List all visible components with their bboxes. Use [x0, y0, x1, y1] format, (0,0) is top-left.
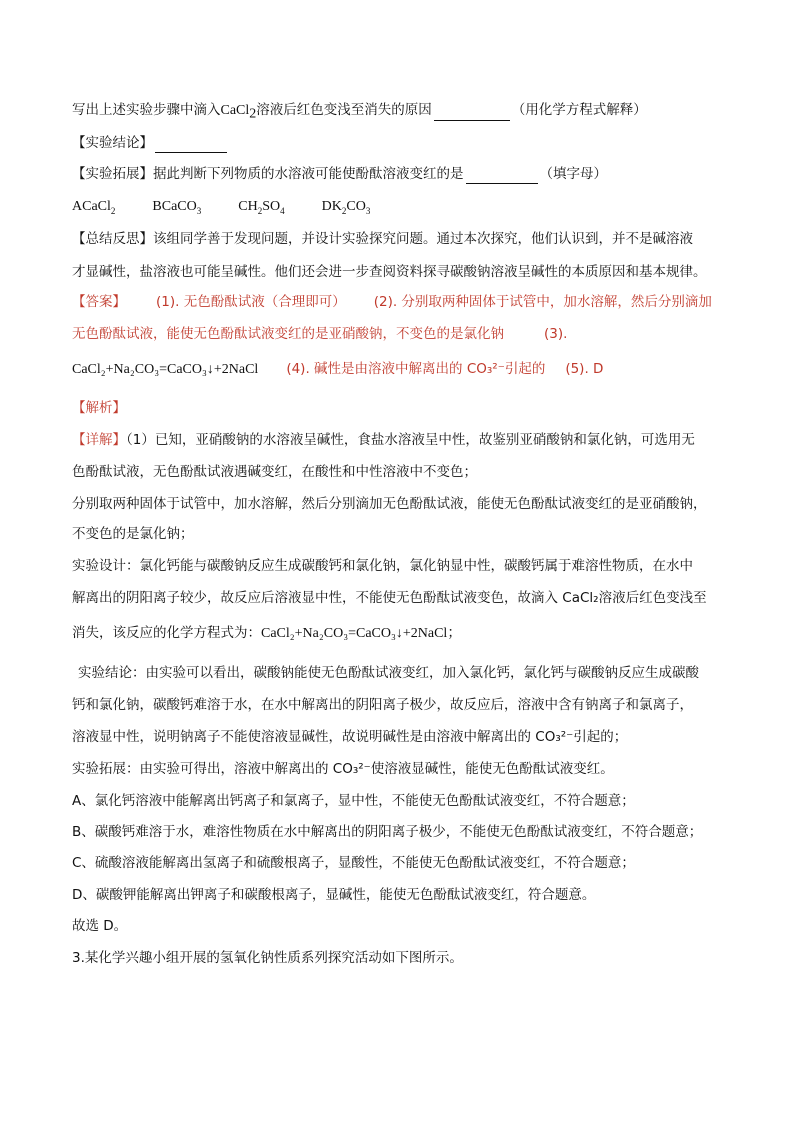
section-label: 【详解】: [72, 432, 126, 448]
answer-5: (5). D: [565, 361, 604, 377]
detail-line-8: [72, 663, 699, 683]
answer-4: (4). 碱性是由溶液中解离出的 CO₃²⁻引起的: [286, 361, 546, 377]
equation: CaCl₂+Na₂CO₃=CaCO₃↓+2NaCl；: [261, 626, 462, 641]
detail-line-10: 溶液显中性，说明钠离子不能使溶液显碱性，故说明碱性是由溶液中解离出的 CO₃²⁻引起的；: [72, 729, 628, 745]
detail-choose: 故选 D。: [72, 918, 128, 934]
detail-line-1: [72, 430, 695, 450]
detail-option-d: D、碳酸钾能解离出钾离子和碳酸根离子，显碱性，能使无色酚酞试液变红，符合题意。: [72, 887, 596, 903]
detail-line-7: [72, 623, 461, 644]
option-list: [72, 197, 370, 217]
answer-line-3: [72, 359, 603, 380]
answer-line-1: [72, 292, 712, 312]
section-label: 【实验结论】: [72, 135, 153, 151]
answer-blank[interactable]: [155, 138, 227, 153]
text: 据此判断下列物质的水溶液可能使酚酞溶液变红的是: [153, 166, 464, 182]
text: （1）已知，亚硝酸钠的水溶液呈碱性，食盐水溶液呈中性，故鉴别亚硝酸钠和氯化钠，可选用无: [126, 432, 695, 448]
detail-option-c: C、硫酸溶液能解离出氢离子和硫酸根离子，显酸性，不能使无色酚酞试液变红，不符合题意；: [72, 855, 635, 871]
detail-line-4: 不变色的是氯化钠；: [72, 526, 194, 542]
option-c: $CH_2SO_4$: [238, 199, 285, 216]
next-question: 3.某化学兴趣小组开展的氢氧化钠性质系列探究活动如下图所示。: [72, 950, 463, 966]
reflection-line-1: [72, 229, 693, 249]
formula: CaCl: [220, 103, 250, 118]
analysis-label: 【解析】: [72, 400, 126, 416]
answer-blank[interactable]: [466, 169, 538, 184]
detail-line-3: 分别取两种固体于试管中，加水溶解，然后分别滴加无色酚酞试液，能使无色酚酞试液变红的是亚硝酸钠，: [72, 496, 707, 512]
equation: CaCl₂+Na₂CO₃=CaCO₃↓+2NaCl: [72, 362, 259, 377]
detail-option-a: A、氯化钙溶液中能解离出钙离子和氯离子，显中性，不能使无色酚酞试液变红，不符合题意；: [72, 793, 635, 809]
detail-line-11: 实验拓展：由实验可得出，溶液中解离出的 CO₃²⁻使溶液显碱性，能使无色酚酞试液变红。: [72, 761, 614, 777]
option-b: BCaCO$_3$: [152, 199, 202, 216]
text: 才显碱性，盐溶液也可能呈碱性。他们还会进一步查阅资料探寻碳酸钠溶液呈碱性的本质原因和基本规律。: [72, 264, 707, 280]
detail-option-b: B、碳酸钙难溶于水，难溶性物质在水中解离出的阴阳离子极少，不能使无色酚酞试液变红，不符合题意；: [72, 824, 703, 840]
subscript: 2: [249, 106, 257, 122]
answer-line-2: [72, 324, 567, 344]
text: 消失，该反应的化学方程式为：: [72, 625, 261, 641]
section-label: 【答案】: [72, 294, 126, 310]
answer-2-cont: 无色酚酞试液，能使无色酚酞试液变红的是亚硝酸钠，不变色的是氯化钠: [72, 326, 504, 342]
answer-3-label: (3).: [544, 326, 568, 342]
text: （用化学方程式解释）: [511, 102, 647, 118]
detail-line-9: 钙和氯化钠，碳酸钙难溶于水，在水中解离出的阴阳离子极少，故反应后，溶液中含有钠离子和氯离子，: [72, 697, 693, 713]
text: 该组同学善于发现问题，并设计实验探究问题。通过本次探究，他们认识到，并不是碱溶液: [153, 231, 693, 247]
question-line-cacl2: [72, 100, 647, 121]
detail-line-6: 解离出的阴阳离子较少，故反应后溶液显中性，不能使无色酚酞试液变色，故滴入 CaCl₂溶液后红色变浅至: [72, 590, 707, 606]
reflection-line-2: [72, 262, 707, 282]
option-d: $DK_2CO_3$: [321, 199, 371, 216]
section-label: 【实验拓展】: [72, 166, 153, 182]
text: 溶液后红色变浅至消失的原因: [256, 102, 432, 118]
text: （填字母）: [539, 166, 607, 182]
text: 实验结论：由实验可以看出，碳酸钠能使无色酚酞试液变红，加入氯化钙，氯化钙与碳酸钠反应生成碳酸: [78, 665, 699, 681]
extension-line: [72, 164, 607, 184]
conclusion-line: [72, 133, 229, 153]
answer-1: (1). 无色酚酞试液（合理即可）: [156, 294, 346, 310]
answer-blank[interactable]: [434, 106, 510, 121]
answer-2: (2). 分别取两种固体于试管中，加水溶解，然后分别滴加: [373, 294, 712, 310]
option-a: ACaCl$_2$: [72, 199, 116, 216]
text: 写出上述实验步骤中滴入: [72, 102, 221, 118]
detail-line-2: 色酚酞试液，无色酚酞试液遇碱变红，在酸性和中性溶液中不变色；: [72, 464, 477, 480]
section-label: 【总结反思】: [72, 231, 153, 247]
detail-line-5: 实验设计：氯化钙能与碳酸钠反应生成碳酸钙和氯化钠，氯化钠显中性，碳酸钙属于难溶性物质，在水中: [72, 558, 693, 574]
